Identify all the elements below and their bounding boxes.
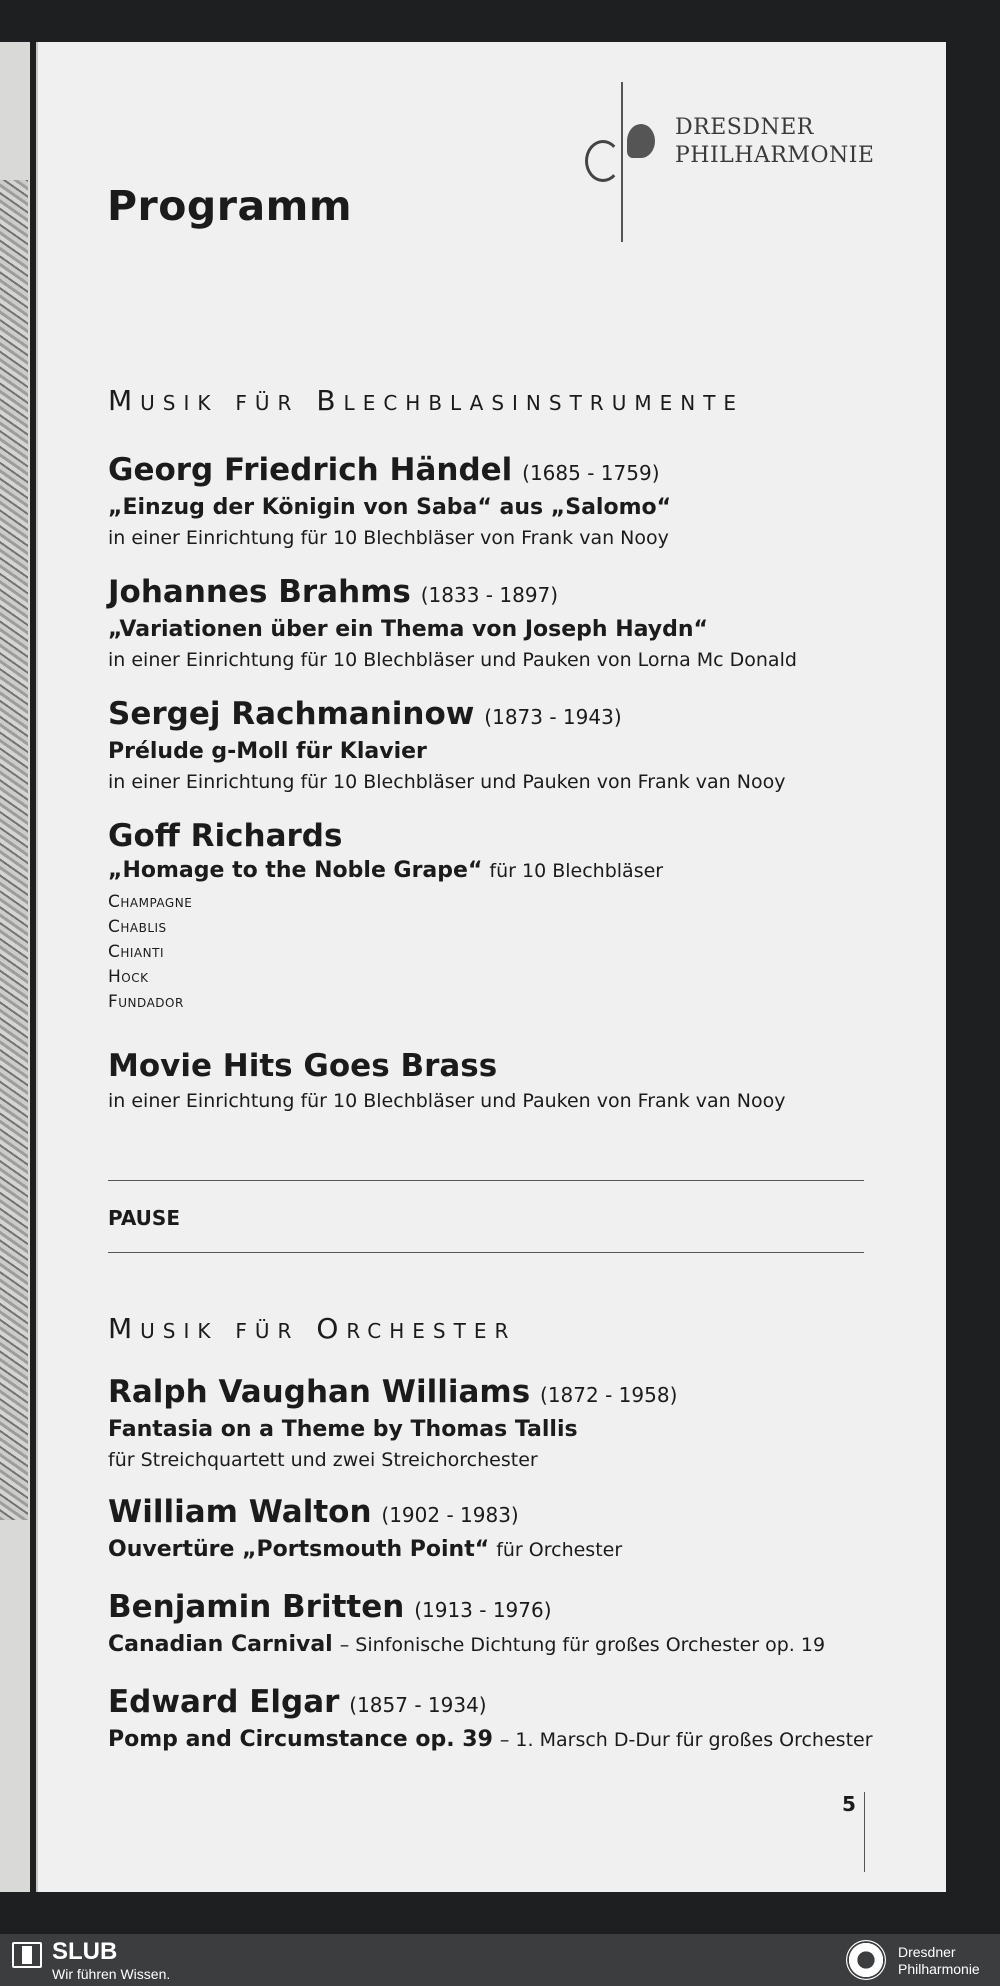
composer-name: Edward Elgar	[108, 1684, 340, 1720]
composer-dates: (1913 - 1976)	[414, 1598, 552, 1622]
program-item	[108, 816, 928, 1015]
composer-name: William Walton	[108, 1494, 372, 1530]
work-title: „Variationen über ein Thema von Joseph Haydn“	[108, 617, 709, 642]
work-heading: Movie Hits Goes Brass	[108, 1048, 498, 1084]
arrangement-note: in einer Einrichtung für 10 Blechbläser und Pauken von Frank van Nooy	[108, 1090, 786, 1112]
page-number-rule	[864, 1792, 865, 1872]
arrangement-note: in einer Einrichtung für 10 Blechbläser und Pauken von Lorna Mc Donald	[108, 649, 797, 671]
logo-note-icon	[627, 124, 655, 158]
library-tagline: Wir führen Wissen.	[52, 1966, 171, 1982]
divider	[108, 1180, 864, 1181]
divider	[108, 1252, 864, 1253]
list-item: Hock	[108, 967, 149, 987]
program-item	[108, 1492, 928, 1565]
composer-dates: (1872 - 1958)	[540, 1383, 678, 1407]
logo-line-1: DRESDNER	[675, 115, 814, 140]
logo-d-icon	[585, 140, 621, 182]
composer-dates: (1833 - 1897)	[420, 583, 559, 607]
movement-list	[108, 890, 928, 1015]
work-instrumentation: für Orchester	[496, 1539, 623, 1561]
arrangement-note: in einer Einrichtung für 10 Blechbläser von Frank van Nooy	[108, 527, 669, 549]
composer-dates: (1857 - 1934)	[349, 1693, 487, 1717]
work-title: „Homage to the Noble Grape“	[108, 858, 483, 883]
partner-line-2: Philharmonie	[898, 1961, 980, 1977]
program-item	[108, 1587, 928, 1660]
work-title: Ouvertüre „Portsmouth Point“	[108, 1537, 490, 1562]
book-icon	[12, 1942, 42, 1968]
work-title: „Einzug der Königin von Saba“ aus „Salomo“	[108, 495, 672, 520]
section-title-orchestra: Musik für Orchester	[108, 1312, 517, 1345]
program-item	[108, 450, 928, 553]
program-page	[38, 42, 946, 1892]
work-instrumentation: – Sinfonische Dichtung für großes Orchester op. 19	[339, 1634, 826, 1656]
list-item: Chianti	[108, 942, 164, 962]
composer-name: Ralph Vaughan Williams	[108, 1374, 531, 1410]
list-item: Fundador	[108, 992, 184, 1012]
composer-dates: (1902 - 1983)	[381, 1503, 519, 1527]
program-item	[108, 1372, 928, 1475]
list-item: Chablis	[108, 917, 167, 937]
section-title-brass: Musik für Blechblasinstrumente	[108, 384, 745, 417]
engraving-illustration	[0, 180, 28, 1520]
program-item	[108, 572, 928, 675]
work-title: Fantasia on a Theme by Thomas Tallis	[108, 1417, 578, 1442]
arrangement-note: für Streichquartett und zwei Streichorchester	[108, 1449, 538, 1471]
logo-wordmark	[675, 114, 875, 170]
logo-line-2: PHILHARMONIE	[675, 143, 875, 168]
work-instrumentation: – 1. Marsch D-Dur für großes Orchester	[499, 1729, 873, 1751]
program-item	[108, 1046, 928, 1116]
partner-line-1: Dresdner	[898, 1944, 956, 1960]
composer-name: Sergej Rachmaninow	[108, 696, 475, 732]
arrangement-note: in einer Einrichtung für 10 Blechbläser und Pauken von Frank van Nooy	[108, 771, 786, 793]
composer-name: Georg Friedrich Händel	[108, 452, 513, 488]
logo-stem	[621, 82, 623, 242]
viewer-footer	[0, 1934, 1000, 1986]
program-item	[108, 1682, 928, 1755]
pause-label: PAUSE	[108, 1206, 180, 1230]
page-title: Programm	[107, 182, 353, 230]
composer-dates: (1873 - 1943)	[484, 705, 622, 729]
program-item	[108, 694, 928, 797]
composer-dates: (1685 - 1759)	[522, 461, 660, 485]
composer-name: Benjamin Britten	[108, 1589, 405, 1625]
work-instrumentation: für 10 Blechbläser	[489, 860, 664, 882]
work-title: Prélude g-Moll für Klavier	[108, 739, 427, 764]
work-title: Canadian Carnival	[108, 1632, 333, 1657]
partner-name	[898, 1944, 980, 1978]
library-name: SLUB	[52, 1938, 118, 1965]
composer-name: Goff Richards	[108, 818, 343, 854]
composer-name: Johannes Brahms	[108, 574, 411, 610]
work-title: Pomp and Circumstance op. 39	[108, 1727, 493, 1752]
philharmonie-emblem-icon	[846, 1940, 886, 1980]
list-item: Champagne	[108, 892, 193, 912]
page-number: 5	[842, 1792, 856, 1816]
